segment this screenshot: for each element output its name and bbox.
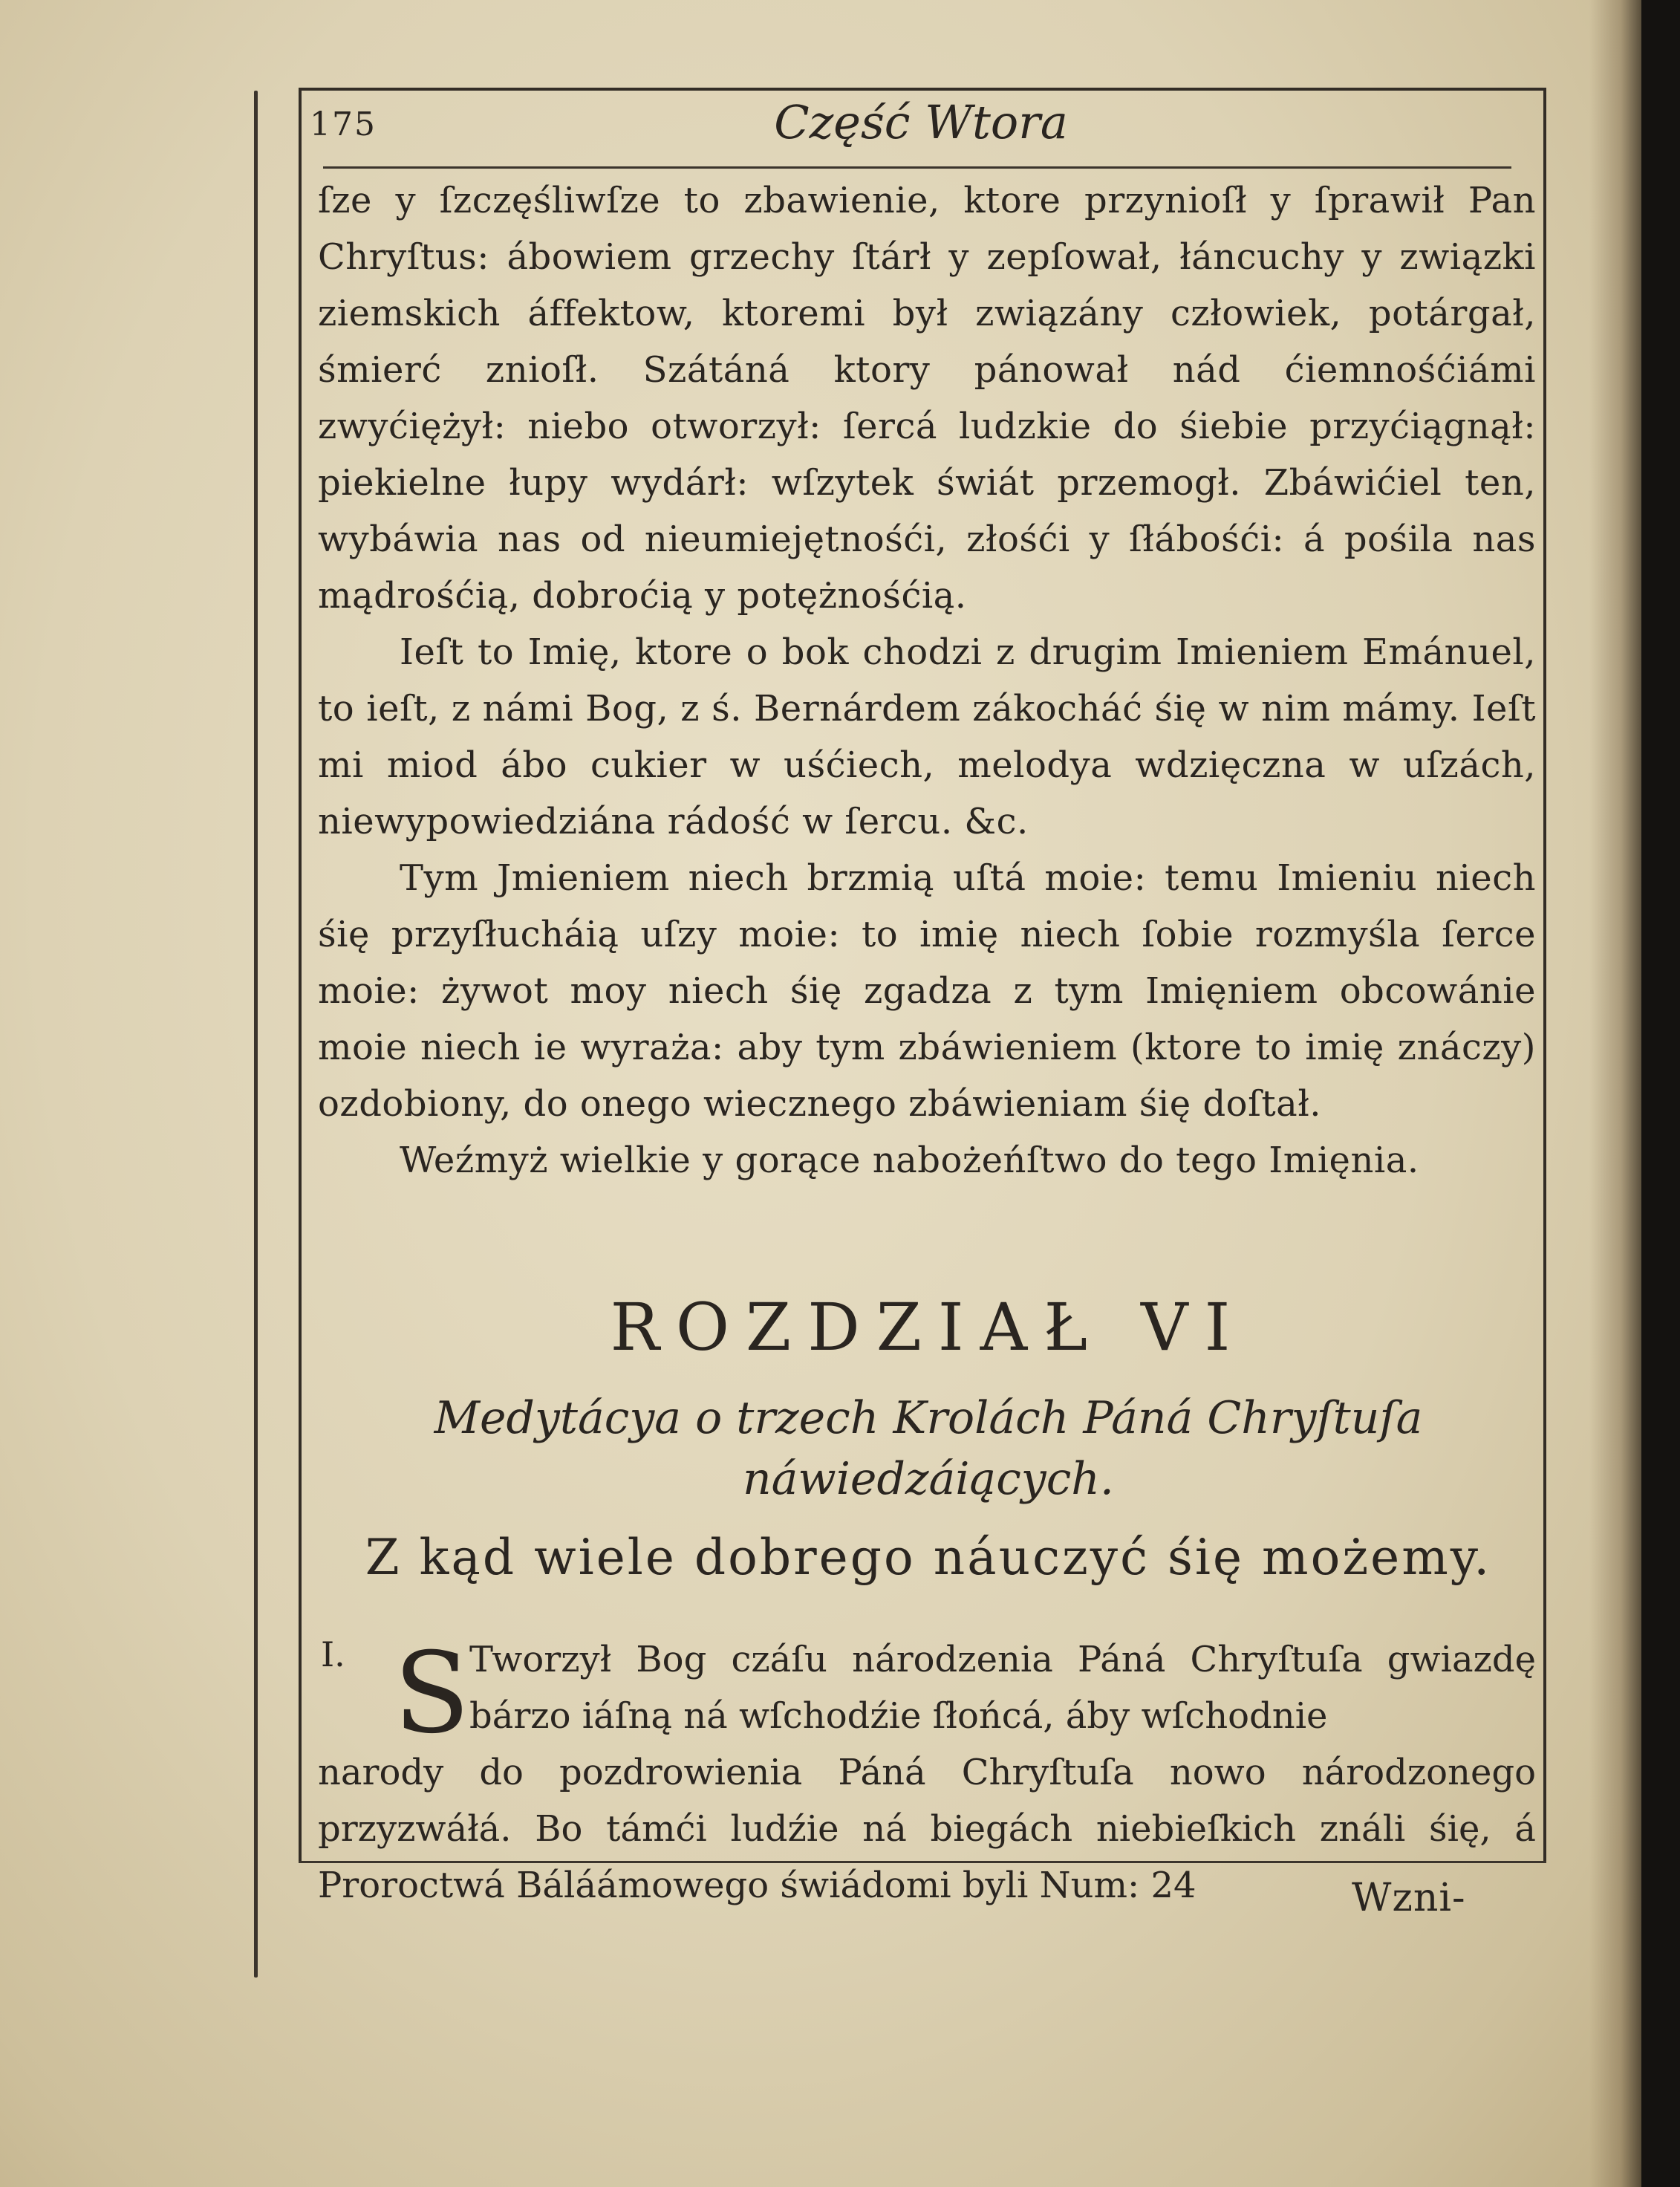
catchword: Wzni- xyxy=(1352,1876,1466,1920)
paragraph-1: ſze y ſzczęśliwſze to zbawienie, ktore przynioſł y ſprawił Pan Chryſtus: ábowiem grzechy ſtárł y zepſował, łáncuchy y związki ziemskich áffektow, ktoremi był związány człowiek, potárgał, śmierć znioſł. Szátáná ktory pánował nád ćiemnośćiámi zwyćiężył: niebo otworzył: ſercá ludzkie do śiebie przyćiągnął: piekielne łupy wydárł: wſzytek świát przemogł. Zbáwićiel ten, wybáwia nas od nieumiejętnośći, złośći y ſłábośći: á pośila nas mądrośćią, dobroćią y potężnośćią. xyxy=(318,180,1536,617)
page-header xyxy=(308,95,1534,169)
paragraph-3: Tym Jmieniem niech brzmią uſtá moie: temu Imieniu niech śię przyſłucháią uſzy moie: to imię niech ſobie rozmyśla ſerce moie: żywot moy niech śię zgadza z tym Imięniem obcowánie moie niech ie wyraża: aby tym zbáwieniem (ktore to imię znáczy) ozdobiony, do onego wiecznego zbáwieniam śię doſtał. xyxy=(318,857,1536,1125)
running-title: Część Wtora xyxy=(774,95,1068,149)
paragraph-2: Ieſt to Imię, ktore o bok chodzi z drugim Imieniem Emánuel, to ieſt, z námi Bog, z ś. Bernárdem zákocháć śię w nim mámy. Ieſt mi miod ábo cukier w uśćiech, melodya wdzięczna w uſzách, niewypowiedziána rádość w ſercu. &c. xyxy=(318,631,1536,842)
outer-margin-rule xyxy=(254,91,258,1978)
chapter-subtitle: Medytácya o trzech Krolách Páná Chryſtuſa náwiedzáiących. xyxy=(434,1392,1423,1505)
header-rule xyxy=(323,166,1511,169)
section-number: I. xyxy=(321,1634,345,1674)
drop-cap: S xyxy=(394,1629,470,1758)
section-first-lines: Tworzył Bog czáſu národzenia Páná Chryſtuſa gwiazdę bárzo iáſną ná wſchodźie ſłońcá, áby wſchodnie xyxy=(469,1639,1536,1737)
page-number: 175 xyxy=(310,105,377,143)
page-gutter-shadow xyxy=(1589,0,1641,2187)
frame-right-rule xyxy=(1543,88,1546,1863)
frame-left-rule xyxy=(299,88,302,1863)
body-text xyxy=(318,172,1536,1189)
chapter-title: ROZDZIAŁ VI xyxy=(610,1289,1247,1365)
paragraph-4: Weźmyż wielkie y gorące nabożeńſtwo do tego Imięnia. xyxy=(400,1140,1419,1181)
section-rest: narody do pozdrowienia Páná Chryſtuſa nowo národzonego przyzwáłá. Bo támći ludźie ná biegách niebieſkich ználi śię, á Proroctwá Báláámowego świádomi byli Num: 24 xyxy=(318,1752,1536,1906)
frame-top-rule xyxy=(299,88,1546,91)
chapter-subtitle-2: Z kąd wiele dobrego náuczyć śię możemy. xyxy=(365,1529,1492,1586)
